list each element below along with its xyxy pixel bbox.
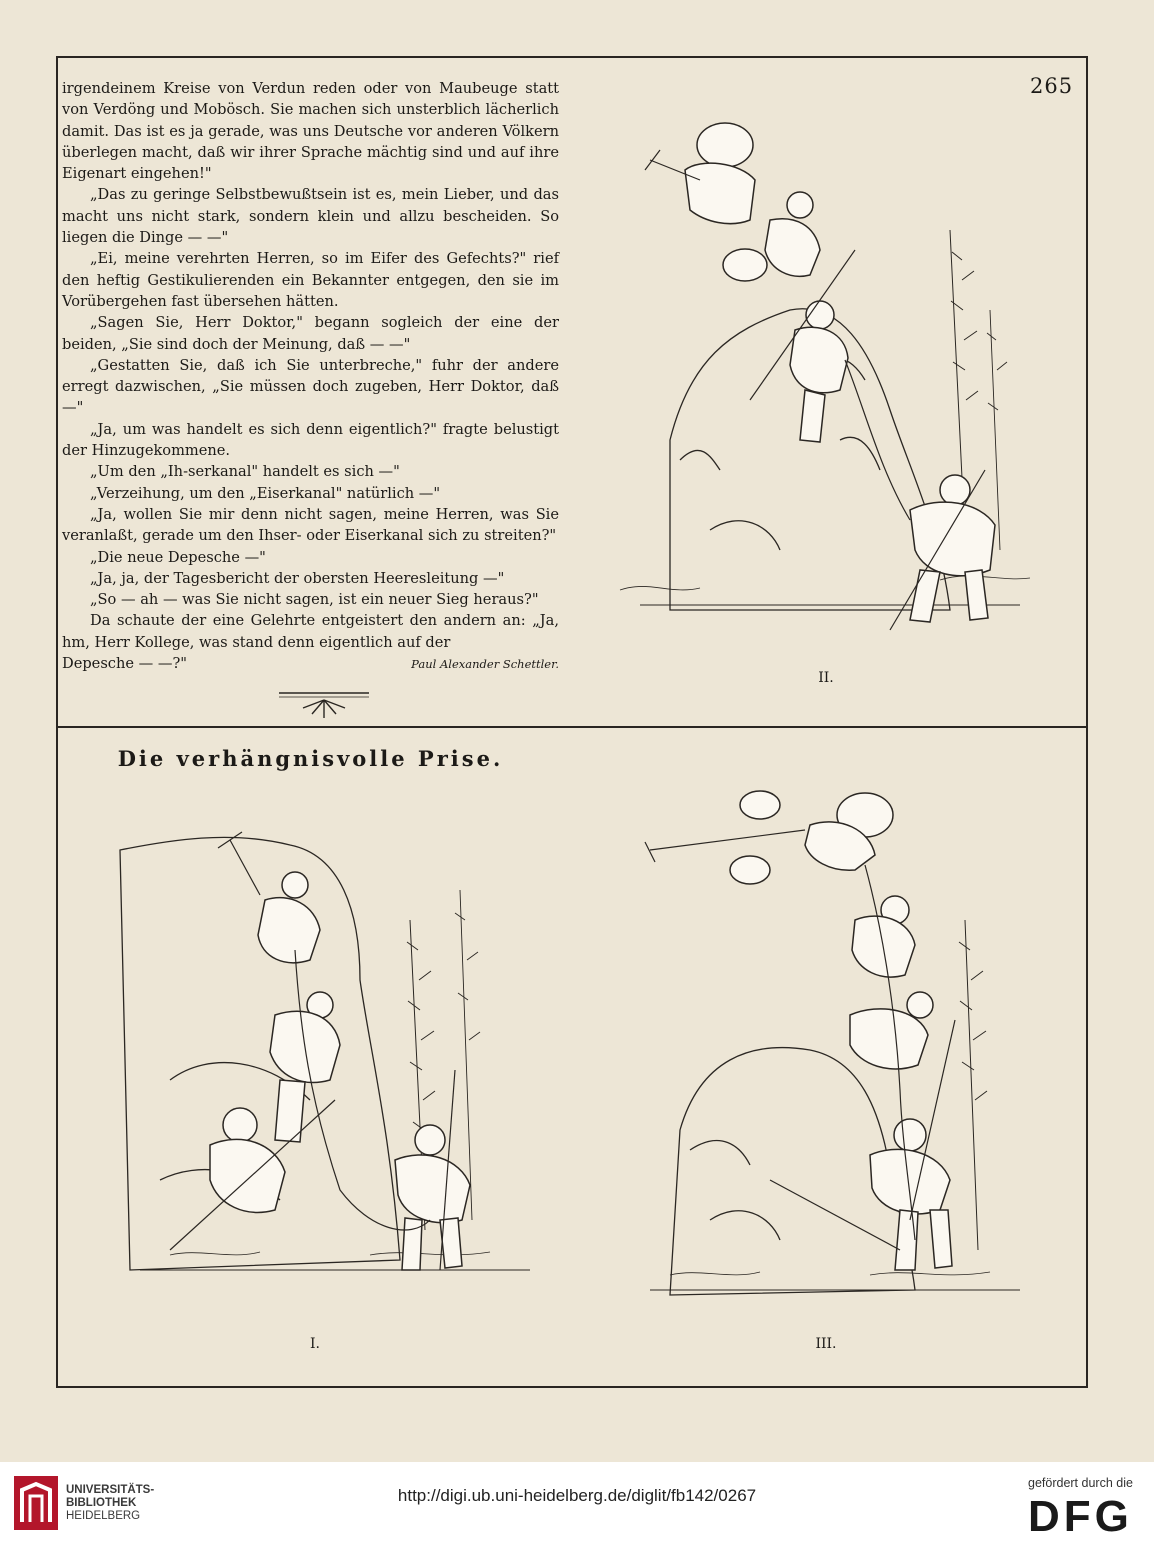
author-signature: Paul Alexander Schettler.: [411, 657, 559, 672]
final-line: Depesche — —?": [62, 655, 188, 673]
paragraph-3: „Ei, meine verehrten Herren, so im Eifer des Gefechts?" rief den heftig Gestikulierenden ein Bekannter entgegen, den sie im Vorübergehen fast übersehen hätten.: [62, 250, 559, 310]
paragraph-11: „Ja, ja, der Tagesbericht der obersten Heeresleitung —": [90, 569, 505, 587]
library-line-1: UNIVERSITÄTS-: [66, 1484, 155, 1496]
page-number: 265: [1030, 74, 1074, 98]
caption-ii: II.: [818, 670, 834, 686]
dfg-logo: DFG: [1028, 1492, 1133, 1541]
story-heading: Die verhängnisvolle Prise.: [117, 746, 504, 771]
paragraph-12: „So — ah — was Sie nicht sagen, ist ein neuer Sieg heraus?": [90, 591, 539, 609]
library-line-3: HEIDELBERG: [66, 1510, 141, 1522]
funding-note: gefördert durch die: [1028, 1476, 1133, 1490]
paragraph-5: „Gestatten Sie, daß ich Sie unterbreche," fuhr der andere erregt dazwischen, „Sie müssen doch zugeben, Herr Doktor, daß —": [62, 356, 559, 417]
section-divider: [56, 726, 1088, 728]
paragraph-9: „Ja, wollen Sie mir denn nicht sagen, meine Herren, was Sie veranlaßt, gerade um den Ihser- oder Eiserkanal sich zu streiten?": [62, 505, 559, 545]
paragraph-2: „Das zu geringe Selbstbewußtsein ist es, mein Lieber, und das macht uns nicht stark, sondern klein und allzu bescheiden. So liegen die Dinge — —": [62, 186, 559, 247]
paragraph-7: „Um den „Ih-serkanal" handelt es sich —": [90, 463, 400, 481]
illustration-i: [110, 800, 550, 1320]
ornament-divider-icon: [279, 688, 369, 722]
caption-iii: III.: [815, 1336, 837, 1352]
story-text: [62, 78, 559, 675]
illustration-iii: [610, 770, 1040, 1320]
paragraph-10: „Die neue Depesche —": [90, 548, 266, 566]
permalink-url[interactable]: http://digi.ub.uni-heidelberg.de/diglit/fb142/0267: [397, 1486, 757, 1505]
caption-i: I.: [310, 1336, 320, 1352]
library-line-2: BIBLIOTHEK: [66, 1497, 137, 1509]
paragraph-8: „Verzeihung, um den „Eiserkanal" natürlich —": [90, 484, 441, 502]
illustration-ii: [610, 110, 1040, 655]
paragraph-4: „Sagen Sie, Herr Doktor," begann sogleich der eine der beiden, „Sie sind doch der Meinung, daß — —": [62, 314, 559, 353]
paragraph-1: irgendeinem Kreise von Verdun reden oder von Maubeuge statt von Verdöng und Mobösch. Sie machen sich unsterblich lächerlich damit. Das ist es ja gerade, was uns Deutsche vor anderen Völkern überlegen macht, daß wir ihrer Sprache mächtig sind und auf ihre Eigenart eingehen!": [62, 80, 559, 183]
paragraph-13: Da schaute der eine Gelehrte entgeistert den andern an: „Ja, hm, Herr Kollege, was stand denn eigentlich auf der: [62, 612, 559, 651]
paragraph-6: „Ja, um was handelt es sich denn eigentlich?" fragte belustigt der Hinzugekommene.: [62, 420, 559, 460]
viewer-footer: [0, 1462, 1154, 1548]
paragraph-final: [62, 653, 559, 674]
